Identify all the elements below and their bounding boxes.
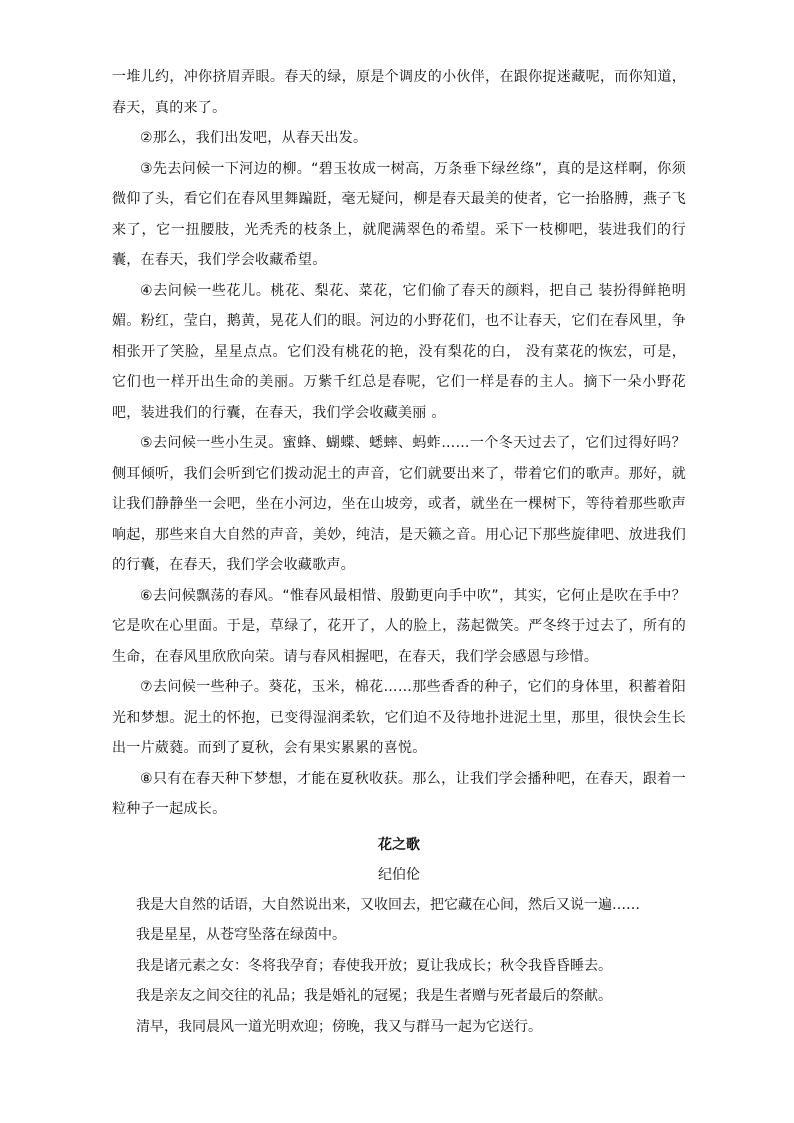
poem-line-4: 我是亲友之间交往的礼品；我是婚礼的冠冕；我是生者赠与死者最后的祭献。 xyxy=(136,988,612,1004)
poem-line-3: 我是诸元素之女：冬将我孕育；春使我开放；夏让我成长；秋令我昏昏睡去。 xyxy=(136,957,612,974)
essay-paragraph-8: ⑧只有在春天种下梦想，才能在夏秋收获。那么，让我们学会播种吧，在春天，跟着一粒种子一起成长。 xyxy=(112,770,686,817)
essay-paragraph-3: ③先去问候一下河边的柳。“碧玉妆成一树高，万条垂下绿丝绦”，真的是这样啊，你须微仰了头，看它们在春风里舞蹁跹，毫无疑问，柳是春天最美的使者，它一抬胳膊，燕子飞来了，它一扭腰肢，光秃秃的枝条上，就爬满翠色的希望。采下一枝柳吧，装进我们的行囊，在春天，我们学会收藏希望。 xyxy=(112,160,686,268)
essay-paragraph-2: ②那么，我们出发吧，从春天出发。 xyxy=(140,130,368,146)
essay-paragraph-4: ④去问候一些花儿。桃花、梨花、菜花，它们偷了春天的颜料，把自己 装扮得鲜艳明媚。粉红，莹白，鹅黄，晃花人们的眼。河边的小野花们，也不让春天，它们在春风里，争相张开了笑脸，星星点点。它们没有桃花的艳，没有梨花的白， 没有菜花的恢宏，可是，它们也一样开出生命的美丽。万紫千红总是春呢，它们一样是春的主人。摘下一朵小野花吧，装进我们的行囊，在春天，我们学会收藏美丽 。 xyxy=(112,282,686,421)
poem-title: 花之歌 xyxy=(378,836,420,853)
document-page xyxy=(112,62,686,1042)
poem-author: 纪伯伦 xyxy=(378,866,420,883)
poem-line-2: 我是星星，从苍穹坠落在绿茵中。 xyxy=(136,927,346,943)
poem-line-1: 我是大自然的话语，大自然说出来，又收回去，把它藏在心间，然后又说一遍…… xyxy=(136,896,640,913)
essay-paragraph-5: ⑤去问候一些小生灵。蜜蜂、蝴蝶、蟋蟀、蚂蚱……一个冬天过去了，它们过得好吗？侧耳倾听，我们会听到它们拨动泥土的声音，它们就要出来了，带着它们的歌声。那好，就让我们静静坐一会吧，坐在小河边，坐在山坡旁，或者，就坐在一棵树下，等待着那些歌声响起，那些来自大自然的声音，美妙，纯洁，是天籁之音。用心记下那些旋律吧、放进我们的行囊，在春天，我们学会收藏歌声。 xyxy=(112,435,686,573)
essay-paragraph-7: ⑦去问候一些种子。葵花，玉米，棉花……那些香香的种子，它们的身体里，积蓄着阳光和梦想。泥土的怀抱，已变得湿润柔软，它们迫不及待地扑进泥土里，那里，很快会生长出一片葳蕤。而到了夏秋，会有果实累累的喜悦。 xyxy=(112,679,686,756)
poem-line-5: 清早，我同晨风一道光明欢迎；傍晚，我又与群马一起为它送行。 xyxy=(136,1018,542,1035)
essay-paragraph-6: ⑥去问候飘荡的春风。“惟春风最相惜、殷勤更向手中吹”，其实，它何止是吹在手中？它是吹在心里面。于是，草绿了，花开了，人的脸上，荡起微笑。严冬终于过去了，所有的生命，在春风里欣欣向荣。请与春风相握吧，在春天，我们学会感恩与珍惜。 xyxy=(112,587,686,665)
essay-paragraph-1: 一堆儿约，冲你挤眉弄眼。春天的绿，原是个调皮的小伙伴，在跟你捉迷藏呢，而你知道，春天，真的来了。 xyxy=(112,69,686,116)
